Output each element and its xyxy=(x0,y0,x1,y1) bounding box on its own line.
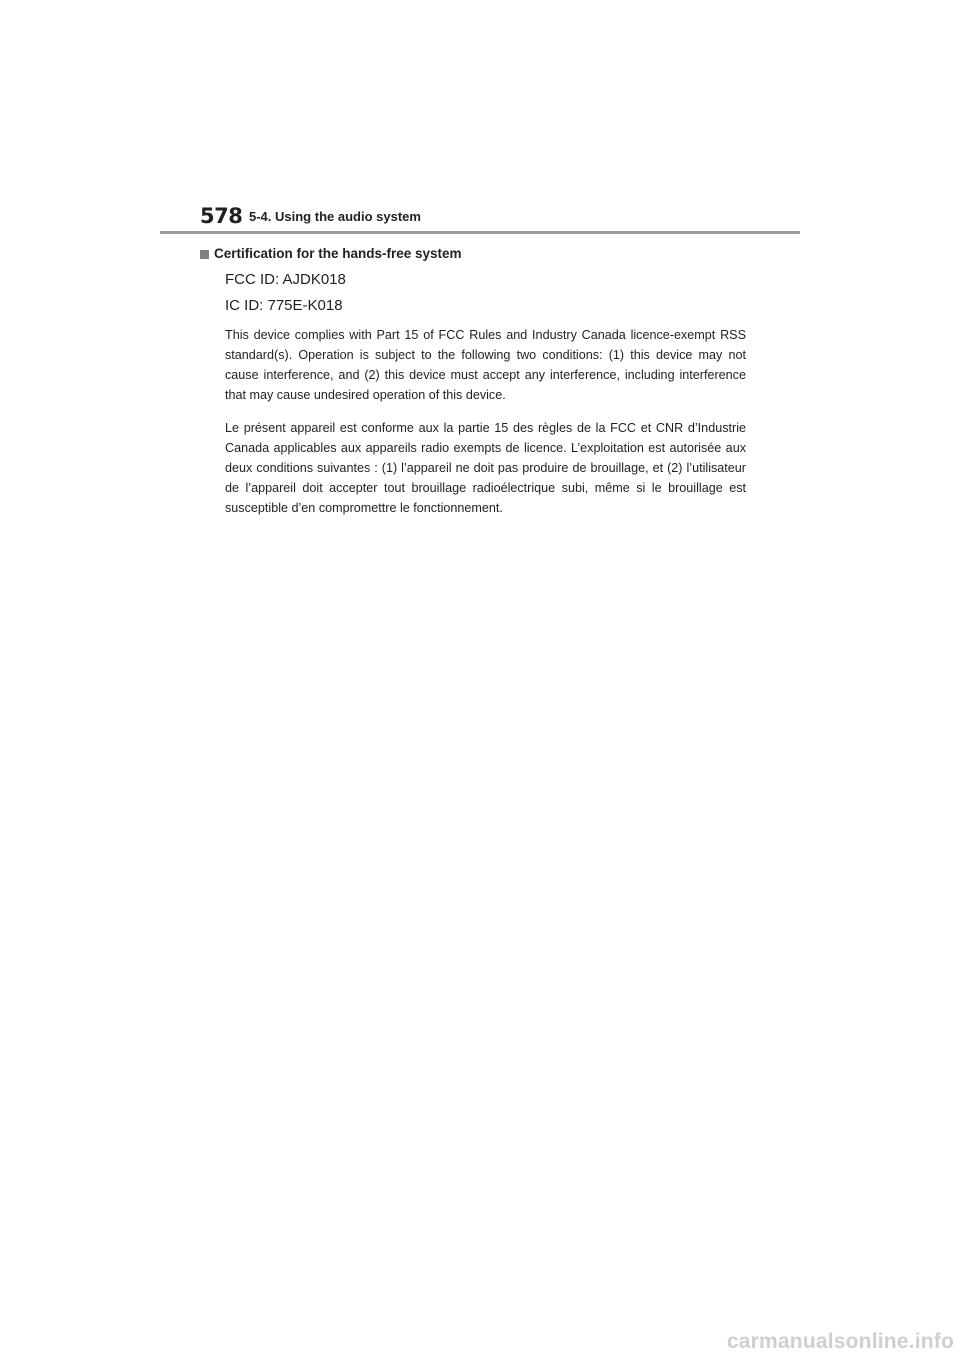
square-bullet-icon xyxy=(200,250,209,259)
content-body xyxy=(225,269,746,518)
heading-text: Certification for the hands-free system xyxy=(214,246,462,261)
paragraph-french: Le présent appareil est conforme aux la partie 15 des règles de la FCC et CNR d’Industrie Canada applicables aux appareils radio exempts de licence. L’exploitation est autorisée aux deux conditions suivantes : (1) l’appareil ne doit pas produire de brouillage, et (2) l’utilisateur de l’appareil doit accepter tout brouillage radioélectrique subi, même si le brouillage est susceptible d’en compromettre le fonctionnement. xyxy=(225,420,746,515)
page-header xyxy=(160,203,800,235)
fcc-id: FCC ID: AJDK018 xyxy=(225,271,346,288)
header-rule xyxy=(160,231,800,234)
content-section xyxy=(200,244,746,530)
section-title: 5-4. Using the audio system xyxy=(249,209,421,224)
section-heading xyxy=(200,244,746,264)
ic-id: IC ID: 775E-K018 xyxy=(225,297,343,314)
page-number: 578 xyxy=(200,204,243,228)
footer-watermark: carmanualsonline.info xyxy=(726,1330,954,1353)
paragraph-english: This device complies with Part 15 of FCC Rules and Industry Canada licence-exempt RSS standard(s). Operation is subject to the following two conditions: (1) this device may not cause interference, and (2) this device must accept any interference, including interference that may cause undesired operation of this device. xyxy=(225,328,746,402)
